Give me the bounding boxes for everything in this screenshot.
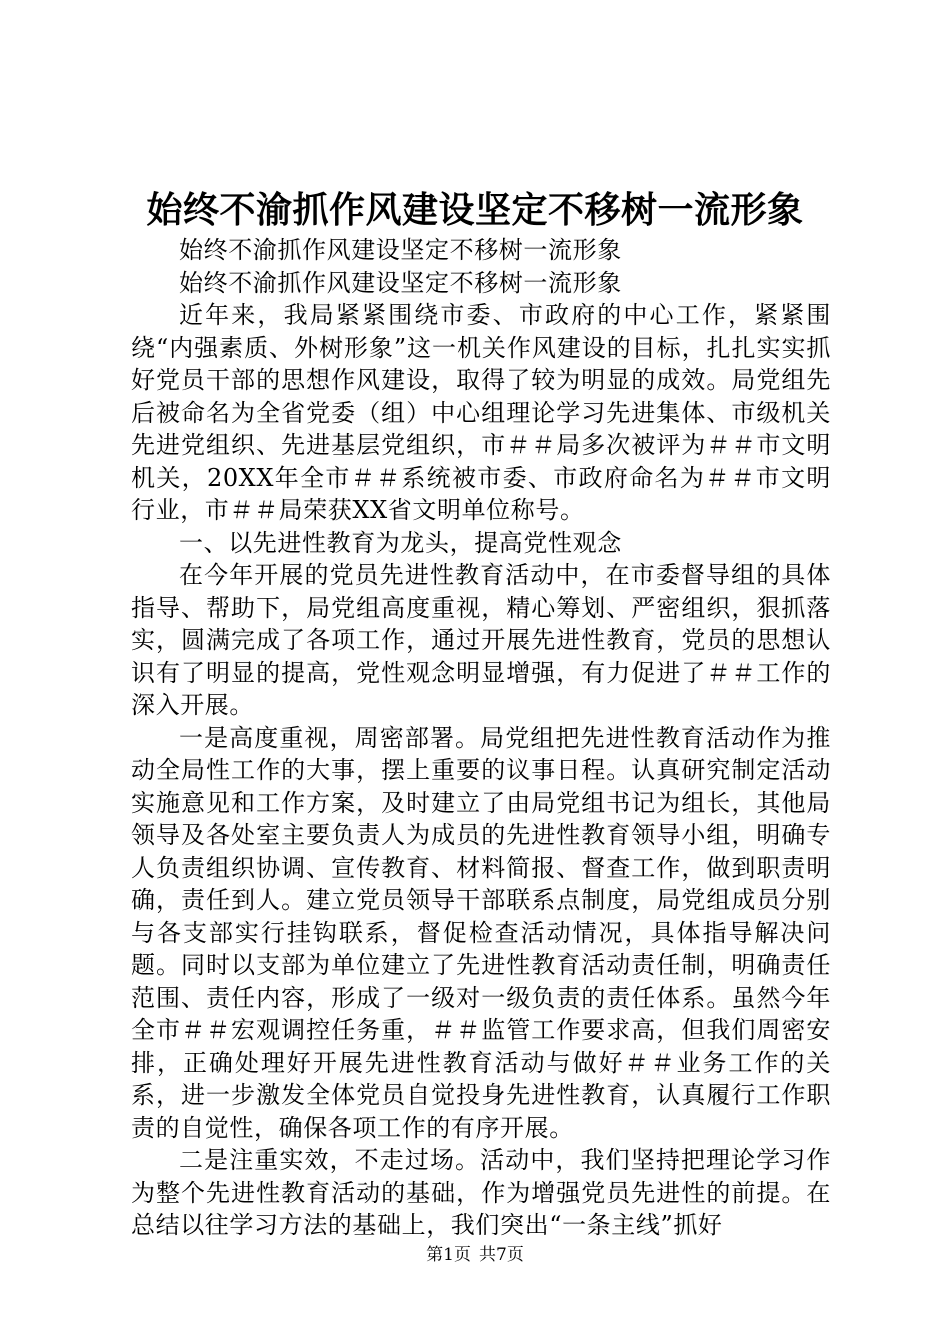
body-paragraph: 二是注重实效，不走过场。活动中，我们坚持把理论学习作为整个先进性教育活动的基础，作为增强党员先进性的前提。在总结以往学习方法的基础上，我们突出“一条主线”抓好 [131, 1146, 831, 1239]
body-paragraph: 在今年开展的党员先进性教育活动中，在市委督导组的具体指导、帮助下，局党组高度重视，精心筹划、严密组织，狠抓落实，圆满完成了各项工作，通过开展先进性教育，党员的思想认识有了明显的提高，党性观念明显增强，有力促进了＃＃工作的深入开展。 [131, 561, 831, 719]
body-paragraph: 近年来，我局紧紧围绕市委、市政府的中心工作，紧紧围绕“内强素质、外树形象”这一机关作风建设的目标，扎扎实实抓好党员干部的思想作风建设，取得了较为明显的成效。局党组先后被命名为全省党委（组）中心组理论学习先进集体、市级机关先进党组织、先进基层党组织，市＃＃局多次被评为＃＃市文明机关，20XX年全市＃＃系统被市委、市政府命名为＃＃市文明行业，市＃＃局荣获XX省文明单位称号。 [131, 301, 831, 524]
page-footer [0, 1244, 950, 1266]
subtitle-line: 始终不渝抓作风建设坚定不移树一流形象 [179, 236, 622, 264]
document-body [131, 234, 831, 1242]
section-heading: 一、以先进性教育为龙头，提高党性观念 [179, 528, 622, 557]
page-total: 共7页 [479, 1245, 524, 1265]
page-number: 第1页 [426, 1245, 471, 1265]
document-title: 始终不渝抓作风建设坚定不移树一流形象 [146, 189, 804, 231]
subtitle-line: 始终不渝抓作风建设坚定不移树一流形象 [179, 268, 622, 297]
body-paragraph: 一是高度重视，周密部署。局党组把先进性教育活动作为推动全局性工作的大事，摆上重要的议事日程。认真研究制定活动实施意见和工作方案，及时建立了由局党组书记为组长，其他局领导及各处室主要负责人为成员的先进性教育领导小组，明确专人负责组织协调、宣传教育、材料简报、督查工作，做到职责明确，责任到人。建立党员领导干部联系点制度，局党组成员分别与各支部实行挂钩联系，督促检查活动情况，具体指导解决问题。同时以支部为单位建立了先进性教育活动责任制，明确责任范围、责任内容，形成了一级对一级负责的责任体系。虽然今年全市＃＃宏观调控任务重，＃＃监管工作要求高，但我们周密安排，正确处理好开展先进性教育活动与做好＃＃业务工作的关系，进一步激发全体党员自觉投身先进性教育，认真履行工作职责的自觉性，确保各项工作的有序开展。 [131, 723, 831, 1142]
